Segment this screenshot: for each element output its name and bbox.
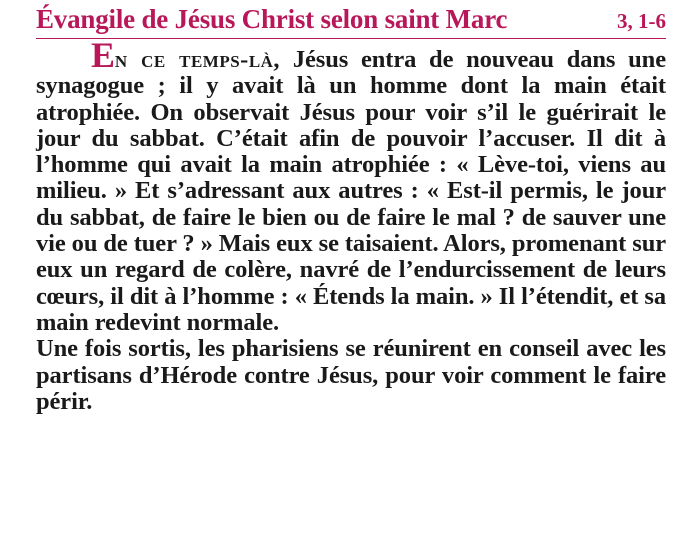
opening-smallcaps: n ce temps-là, <box>114 46 281 73</box>
truncated-text-fragment <box>36 527 666 539</box>
paragraph-1-text: Jésus entra de nouveau dans une synagogue ; il y avait là un homme dont la main était atrophiée. On observait Jésus pour voir s’il le guérirait le jour du sabbat. C’était afin de pouvoir l’accuser. Il dit à l’homme qui avait la main atrophiée : « Lève-toi, viens au milieu. » Et s’adressant aux autres : « Est-il permis, le jour du sabbat, de faire le bien ou de faire le mal ? de sauver une vie ou de tuer ? » Mais eux se taisaient. Alors, promenant sur eux un regard de colère, navré de l’endurcissement de leurs cœurs, il dit à l’homme : « Étends la main. » Il l’étendit, et sa main redevint normale. <box>36 46 666 336</box>
gospel-text <box>36 35 666 415</box>
verse-reference: 3, 1-6 <box>617 9 666 33</box>
drop-cap: E <box>91 35 115 75</box>
paragraph-1 <box>36 35 666 336</box>
paragraph-2: Une fois sortis, les pharisiens se réunirent en conseil avec les partisans d’Hérode contre Jésus, pour voir comment le faire périr. <box>36 335 666 415</box>
page-header <box>36 4 666 39</box>
gospel-title: Évangile de Jésus Christ selon saint Marc <box>36 4 508 34</box>
truncated-next-line <box>36 527 666 539</box>
